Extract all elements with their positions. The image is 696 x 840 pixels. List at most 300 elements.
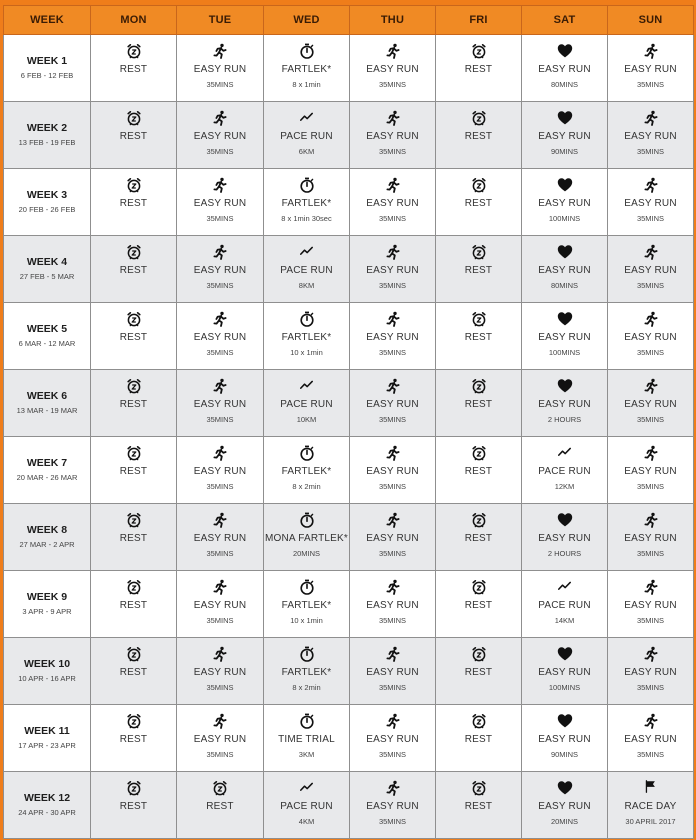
workout-detail: 35MINS (378, 750, 407, 759)
workout-detail: 35MINS (206, 348, 234, 357)
workout-label: REST (464, 265, 493, 276)
workout-detail: 35MINS (206, 683, 234, 692)
week-cell (4, 35, 91, 102)
heart-icon (522, 646, 607, 664)
day-cell-wed (264, 638, 350, 705)
day-cell-tue (177, 303, 264, 370)
day-cell-wed (264, 571, 350, 638)
header-sat: SAT (522, 6, 608, 35)
workout-detail: 35MINS (206, 415, 234, 424)
day-cell-tue (177, 571, 264, 638)
day-cell-wed (264, 35, 350, 102)
stopwatch-icon (264, 646, 349, 664)
workout-detail: 35MINS (378, 683, 407, 692)
alarm-icon (91, 110, 176, 128)
alarm-icon (91, 378, 176, 396)
workout-label: REST (464, 131, 493, 142)
day-cell-mon (91, 437, 177, 504)
trend-icon (522, 579, 607, 597)
workout-label: EASY RUN (624, 533, 677, 544)
workout-label: EASY RUN (366, 198, 419, 209)
workout-label: REST (119, 600, 148, 611)
workout-label: REST (119, 466, 148, 477)
workout-detail: 2 HOURS (547, 549, 582, 558)
workout-detail: 8KM (298, 281, 315, 290)
schedule-table (3, 5, 694, 839)
week-dates: 3 APR - 9 APR (22, 607, 72, 616)
workout-label: REST (119, 64, 148, 75)
workout-detail: 12KM (554, 482, 575, 491)
runner-icon (608, 579, 693, 597)
runner-icon (350, 713, 435, 731)
alarm-icon (91, 713, 176, 731)
header-tue: TUE (177, 6, 264, 35)
workout-detail: 35MINS (206, 616, 234, 625)
day-cell-mon (91, 370, 177, 437)
week-dates: 17 APR - 23 APR (18, 741, 76, 750)
workout-label: EASY RUN (366, 131, 419, 142)
workout-label: FARTLEK* (281, 667, 332, 678)
day-cell-mon (91, 102, 177, 169)
alarm-icon (436, 512, 521, 530)
day-cell-tue (177, 35, 264, 102)
runner-icon (350, 244, 435, 262)
workout-label: REST (119, 533, 148, 544)
workout-label: EASY RUN (624, 667, 677, 678)
workout-detail: 90MINS (550, 147, 579, 156)
workout-label: REST (119, 801, 148, 812)
day-cell-thu (350, 169, 436, 236)
stopwatch-icon (264, 713, 349, 731)
day-cell-thu (350, 705, 436, 772)
week-row (4, 236, 694, 303)
workout-detail: 80MINS (550, 281, 579, 290)
week-dates: 20 FEB - 26 FEB (18, 205, 76, 214)
week-label: WEEK 3 (26, 189, 68, 201)
runner-icon (350, 177, 435, 195)
trend-icon (264, 244, 349, 262)
workout-label: EASY RUN (538, 734, 591, 745)
workout-detail: 100MINS (548, 348, 581, 357)
workout-label: EASY RUN (624, 64, 677, 75)
header-wed: WED (264, 6, 350, 35)
runner-icon (608, 646, 693, 664)
workout-label: EASY RUN (624, 131, 677, 142)
day-cell-sun (608, 236, 694, 303)
day-cell-sat (522, 504, 608, 571)
week-label: WEEK 1 (26, 55, 68, 67)
alarm-icon (436, 780, 521, 798)
day-cell-tue (177, 504, 264, 571)
runner-icon (350, 512, 435, 530)
stopwatch-icon (264, 43, 349, 61)
runner-icon (350, 110, 435, 128)
workout-detail: 20MINS (292, 549, 321, 558)
alarm-icon (91, 646, 176, 664)
day-cell-sat (522, 169, 608, 236)
workout-detail: 35MINS (206, 80, 234, 89)
workout-detail: 8 x 2min (292, 482, 321, 491)
workout-label: REST (464, 667, 493, 678)
runner-icon (608, 110, 693, 128)
day-cell-fri (436, 638, 522, 705)
day-cell-sun (608, 772, 694, 839)
alarm-icon (436, 311, 521, 329)
alarm-icon (436, 110, 521, 128)
day-cell-wed (264, 437, 350, 504)
runner-icon (608, 177, 693, 195)
day-cell-thu (350, 571, 436, 638)
heart-icon (522, 780, 607, 798)
workout-detail: 2 HOURS (547, 415, 582, 424)
runner-icon (177, 512, 263, 530)
runner-icon (350, 579, 435, 597)
day-cell-sat (522, 102, 608, 169)
week-dates: 20 MAR - 26 MAR (16, 473, 78, 482)
header-week: WEEK (4, 6, 91, 35)
workout-detail: 35MINS (636, 80, 665, 89)
alarm-icon (91, 43, 176, 61)
workout-detail: 35MINS (378, 147, 407, 156)
day-cell-sun (608, 638, 694, 705)
week-cell (4, 504, 91, 571)
week-dates: 13 MAR - 19 MAR (16, 406, 78, 415)
workout-label: PACE RUN (280, 399, 333, 410)
day-cell-tue (177, 236, 264, 303)
heart-icon (522, 512, 607, 530)
workout-label: PACE RUN (538, 600, 591, 611)
header-fri: FRI (436, 6, 522, 35)
alarm-icon (436, 646, 521, 664)
workout-label: EASY RUN (538, 801, 591, 812)
workout-label: REST (464, 600, 493, 611)
flag-icon (608, 780, 693, 798)
workout-label: REST (464, 399, 493, 410)
workout-label: EASY RUN (193, 734, 247, 745)
day-cell-tue (177, 437, 264, 504)
workout-detail: 35MINS (206, 147, 234, 156)
stopwatch-icon (264, 311, 349, 329)
day-cell-thu (350, 504, 436, 571)
workout-detail: 35MINS (636, 616, 665, 625)
alarm-icon (436, 378, 521, 396)
heart-icon (522, 311, 607, 329)
workout-label: REST (119, 667, 148, 678)
workout-label: EASY RUN (366, 466, 419, 477)
day-cell-thu (350, 437, 436, 504)
week-row (4, 504, 694, 571)
workout-detail: 100MINS (548, 214, 581, 223)
trend-icon (264, 780, 349, 798)
workout-detail: 90MINS (550, 750, 579, 759)
workout-detail: 35MINS (206, 482, 234, 491)
workout-detail: 35MINS (378, 281, 407, 290)
week-row (4, 437, 694, 504)
week-row (4, 638, 694, 705)
day-cell-mon (91, 571, 177, 638)
day-cell-sun (608, 35, 694, 102)
day-cell-fri (436, 35, 522, 102)
alarm-icon (91, 445, 176, 463)
header-mon: MON (91, 6, 177, 35)
alarm-icon (436, 177, 521, 195)
day-cell-sat (522, 638, 608, 705)
day-cell-sat (522, 35, 608, 102)
week-label: WEEK 5 (26, 323, 68, 335)
workout-label: EASY RUN (538, 399, 591, 410)
day-cell-sat (522, 437, 608, 504)
week-cell (4, 437, 91, 504)
day-cell-sun (608, 504, 694, 571)
workout-detail: 35MINS (636, 549, 665, 558)
workout-detail: 35MINS (636, 147, 665, 156)
day-cell-wed (264, 504, 350, 571)
stopwatch-icon (264, 579, 349, 597)
runner-icon (177, 646, 263, 664)
workout-label: EASY RUN (624, 198, 677, 209)
workout-label: EASY RUN (366, 64, 419, 75)
week-cell (4, 705, 91, 772)
workout-label: EASY RUN (193, 667, 247, 678)
workout-label: EASY RUN (538, 667, 591, 678)
heart-icon (522, 43, 607, 61)
day-cell-sat (522, 705, 608, 772)
workout-label: EASY RUN (366, 801, 419, 812)
workout-detail: 10 x 1min (290, 616, 323, 625)
runner-icon (608, 244, 693, 262)
workout-label: EASY RUN (624, 600, 677, 611)
week-row (4, 571, 694, 638)
week-row (4, 705, 694, 772)
workout-detail: 35MINS (378, 817, 407, 826)
day-cell-wed (264, 102, 350, 169)
week-row (4, 772, 694, 839)
runner-icon (177, 177, 263, 195)
day-cell-sun (608, 303, 694, 370)
stopwatch-icon (264, 177, 349, 195)
workout-label: EASY RUN (366, 667, 419, 678)
day-cell-thu (350, 236, 436, 303)
workout-label: EASY RUN (538, 198, 591, 209)
week-cell (4, 571, 91, 638)
runner-icon (350, 780, 435, 798)
workout-label: REST (464, 801, 493, 812)
day-cell-sun (608, 705, 694, 772)
workout-label: EASY RUN (193, 198, 247, 209)
runner-icon (608, 445, 693, 463)
runner-icon (177, 579, 263, 597)
week-cell (4, 236, 91, 303)
week-label: WEEK 11 (24, 725, 70, 737)
day-cell-fri (436, 102, 522, 169)
day-cell-sat (522, 303, 608, 370)
workout-label: EASY RUN (193, 600, 247, 611)
heart-icon (522, 244, 607, 262)
runner-icon (350, 43, 435, 61)
day-cell-mon (91, 169, 177, 236)
day-cell-mon (91, 705, 177, 772)
day-cell-wed (264, 370, 350, 437)
workout-label: EASY RUN (538, 533, 591, 544)
workout-detail: 35MINS (378, 415, 407, 424)
day-cell-fri (436, 303, 522, 370)
day-cell-wed (264, 169, 350, 236)
day-cell-fri (436, 169, 522, 236)
alarm-icon (91, 512, 176, 530)
runner-icon (177, 110, 263, 128)
week-label: WEEK 6 (26, 390, 68, 402)
week-dates: 13 FEB - 19 FEB (18, 138, 76, 147)
runner-icon (350, 646, 435, 664)
workout-detail: 35MINS (378, 482, 407, 491)
workout-detail: 35MINS (636, 415, 665, 424)
day-cell-sat (522, 370, 608, 437)
workout-label: EASY RUN (193, 265, 247, 276)
runner-icon (608, 311, 693, 329)
day-cell-fri (436, 705, 522, 772)
runner-icon (177, 713, 263, 731)
workout-label: EASY RUN (193, 533, 247, 544)
workout-label: EASY RUN (366, 734, 419, 745)
workout-detail: 4KM (298, 817, 315, 826)
workout-label: EASY RUN (193, 332, 247, 343)
workout-label: EASY RUN (366, 399, 419, 410)
alarm-icon (436, 579, 521, 597)
runner-icon (177, 43, 263, 61)
runner-icon (177, 445, 263, 463)
week-label: WEEK 12 (23, 792, 71, 804)
week-row (4, 102, 694, 169)
workout-detail: 10KM (296, 415, 317, 424)
workout-detail: 14KM (554, 616, 575, 625)
workout-detail: 35MINS (206, 281, 234, 290)
workout-label: EASY RUN (624, 265, 677, 276)
heart-icon (522, 177, 607, 195)
week-row (4, 35, 694, 102)
heart-icon (522, 378, 607, 396)
workout-label: REST (464, 64, 493, 75)
runner-icon (608, 43, 693, 61)
week-cell (4, 772, 91, 839)
day-cell-sat (522, 772, 608, 839)
runner-icon (608, 378, 693, 396)
runner-icon (608, 512, 693, 530)
workout-label: REST (464, 198, 493, 209)
workout-detail: 35MINS (636, 750, 665, 759)
workout-label: REST (119, 332, 148, 343)
day-cell-thu (350, 35, 436, 102)
day-cell-tue (177, 370, 264, 437)
stopwatch-icon (264, 445, 349, 463)
workout-detail: 8 x 2min (292, 683, 321, 692)
workout-label: REST (119, 265, 148, 276)
day-cell-thu (350, 303, 436, 370)
workout-detail: 35MINS (206, 214, 234, 223)
workout-label: FARTLEK* (281, 332, 332, 343)
header-row (4, 6, 694, 35)
day-cell-tue (177, 102, 264, 169)
workout-label: REST (464, 734, 493, 745)
workout-label: RACE DAY (624, 801, 677, 812)
runner-icon (350, 445, 435, 463)
workout-label: EASY RUN (624, 332, 677, 343)
day-cell-tue (177, 638, 264, 705)
workout-label: REST (464, 466, 493, 477)
workout-detail: 35MINS (636, 482, 665, 491)
workout-label: FARTLEK* (281, 198, 332, 209)
week-label: WEEK 4 (26, 256, 68, 268)
day-cell-thu (350, 638, 436, 705)
workout-label: EASY RUN (366, 533, 419, 544)
day-cell-mon (91, 638, 177, 705)
workout-label: PACE RUN (280, 801, 333, 812)
workout-label: REST (464, 332, 493, 343)
workout-label: REST (206, 801, 234, 812)
workout-label: TIME TRIAL (278, 734, 335, 745)
day-cell-mon (91, 303, 177, 370)
runner-icon (350, 378, 435, 396)
workout-label: FARTLEK* (281, 466, 332, 477)
workout-label: EASY RUN (624, 399, 677, 410)
week-label: WEEK 8 (26, 524, 68, 536)
week-cell (4, 102, 91, 169)
workout-detail: 10 x 1min (290, 348, 323, 357)
day-cell-sun (608, 370, 694, 437)
alarm-icon (436, 445, 521, 463)
workout-detail: 20MINS (550, 817, 579, 826)
workout-label: PACE RUN (280, 265, 333, 276)
header-thu: THU (350, 6, 436, 35)
alarm-icon (91, 579, 176, 597)
day-cell-mon (91, 504, 177, 571)
day-cell-fri (436, 370, 522, 437)
workout-label: EASY RUN (538, 332, 591, 343)
workout-detail: 35MINS (636, 281, 665, 290)
workout-label: MONA FARTLEK* (265, 533, 348, 544)
day-cell-fri (436, 504, 522, 571)
day-cell-thu (350, 772, 436, 839)
workout-detail: 35MINS (636, 348, 665, 357)
workout-label: REST (119, 131, 148, 142)
day-cell-wed (264, 236, 350, 303)
week-cell (4, 370, 91, 437)
runner-icon (177, 244, 263, 262)
day-cell-sun (608, 102, 694, 169)
workout-detail: 8 x 1min (292, 80, 321, 89)
alarm-icon (436, 244, 521, 262)
day-cell-sat (522, 236, 608, 303)
workout-detail: 35MINS (206, 549, 234, 558)
week-row (4, 303, 694, 370)
week-dates: 6 MAR - 12 MAR (18, 339, 76, 348)
workout-label: FARTLEK* (281, 64, 332, 75)
workout-label: PACE RUN (538, 466, 591, 477)
day-cell-fri (436, 437, 522, 504)
runner-icon (608, 713, 693, 731)
workout-detail: 35MINS (378, 616, 407, 625)
workout-label: EASY RUN (538, 64, 591, 75)
workout-detail: 35MINS (378, 214, 407, 223)
day-cell-wed (264, 705, 350, 772)
workout-label: EASY RUN (366, 265, 419, 276)
workout-label: EASY RUN (193, 399, 247, 410)
week-label: WEEK 9 (26, 591, 68, 603)
week-row (4, 169, 694, 236)
workout-detail: 35MINS (636, 683, 665, 692)
week-label: WEEK 2 (26, 122, 68, 134)
workout-label: EASY RUN (193, 131, 247, 142)
trend-icon (264, 378, 349, 396)
